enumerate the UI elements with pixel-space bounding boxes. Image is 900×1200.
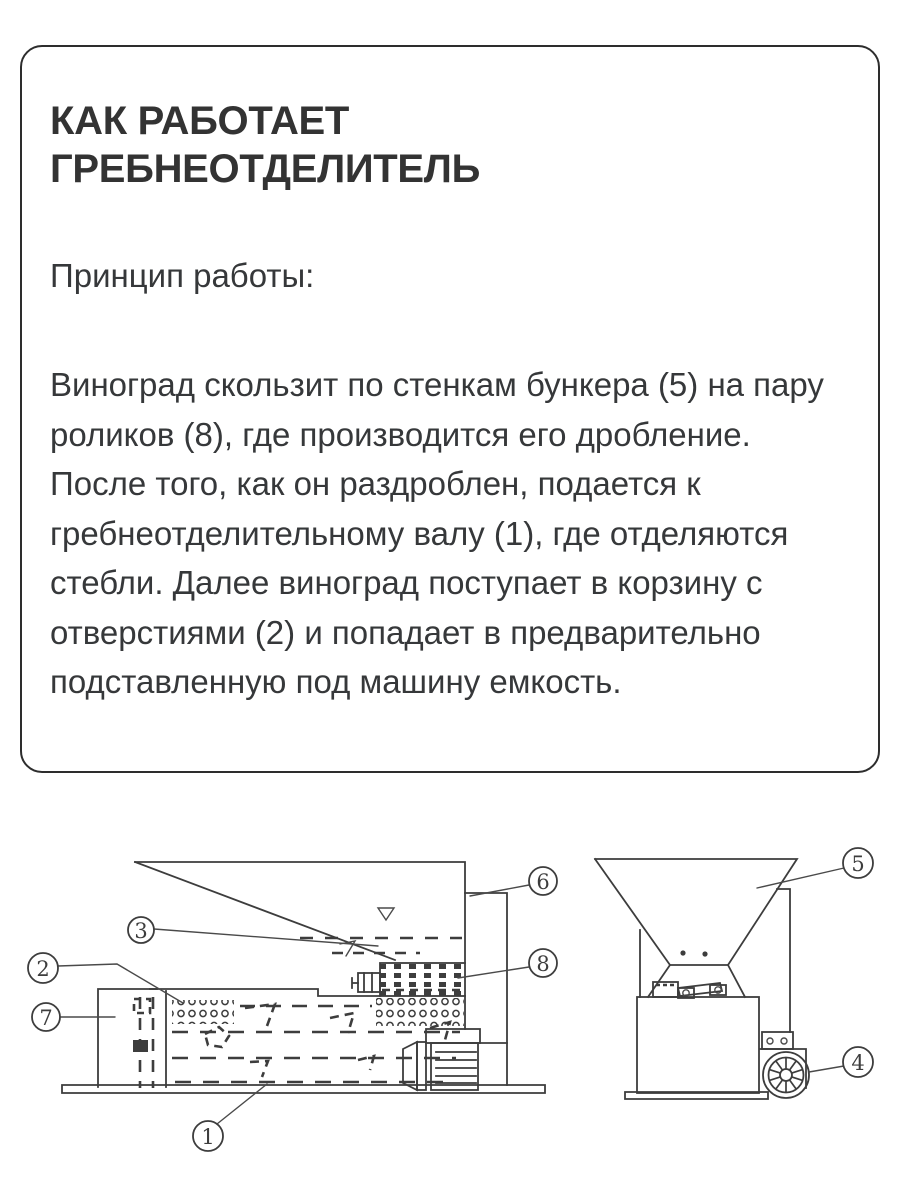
front-view-drawing <box>595 848 873 1099</box>
callout-1 <box>193 1084 267 1151</box>
callout-3 <box>128 917 378 946</box>
hopper-outline <box>135 862 465 963</box>
svg-text:6: 6 <box>536 870 550 894</box>
side-motor <box>403 1029 507 1090</box>
front-body <box>637 997 759 1093</box>
outer-wall <box>465 893 507 1085</box>
hopper-lower-flare <box>648 965 745 997</box>
front-motor <box>760 1032 809 1098</box>
page-title <box>50 97 850 193</box>
front-mechanism <box>653 982 726 998</box>
front-hopper <box>595 859 797 965</box>
svg-text:1: 1 <box>201 1125 215 1149</box>
technical-diagram <box>0 800 900 1200</box>
title-line-2: ГРЕБНЕОТДЕЛИТЕЛЬ <box>50 147 481 191</box>
svg-text:2: 2 <box>36 957 50 981</box>
callout-5 <box>757 848 873 888</box>
callout-6 <box>470 867 557 896</box>
svg-text:8: 8 <box>536 952 550 976</box>
svg-text:4: 4 <box>851 1051 865 1075</box>
roller-drive <box>358 973 380 992</box>
description-card <box>20 45 880 773</box>
grapes-in-hopper <box>300 908 462 956</box>
svg-text:5: 5 <box>851 852 865 876</box>
side-view-drawing <box>28 862 557 1151</box>
stand <box>98 989 157 1087</box>
callout-4 <box>809 1047 873 1077</box>
hopper-slope <box>135 862 395 960</box>
subtitle: Принцип работы: <box>50 257 315 294</box>
description-paragraph: Виноград скользит по стенкам бункера (5) на пару роликов (8), где производится его дробление. После того, как он раздроблен, подается к гребнеотделительному валу (1), где отделяются стебли. Далее виноград поступает в корзину с отверстиями (2) и попадает в предварительно подставленную под машину емкость. <box>50 366 824 700</box>
callout-7 <box>32 1003 115 1031</box>
base-plate <box>62 1085 545 1093</box>
title-line-1: КАК РАБОТАЕТ <box>50 99 350 143</box>
svg-text:7: 7 <box>39 1006 53 1030</box>
partition-dashed <box>133 997 153 1088</box>
svg-text:3: 3 <box>134 919 148 943</box>
callout-2 <box>28 953 183 1003</box>
perforations-left <box>172 1000 234 1024</box>
